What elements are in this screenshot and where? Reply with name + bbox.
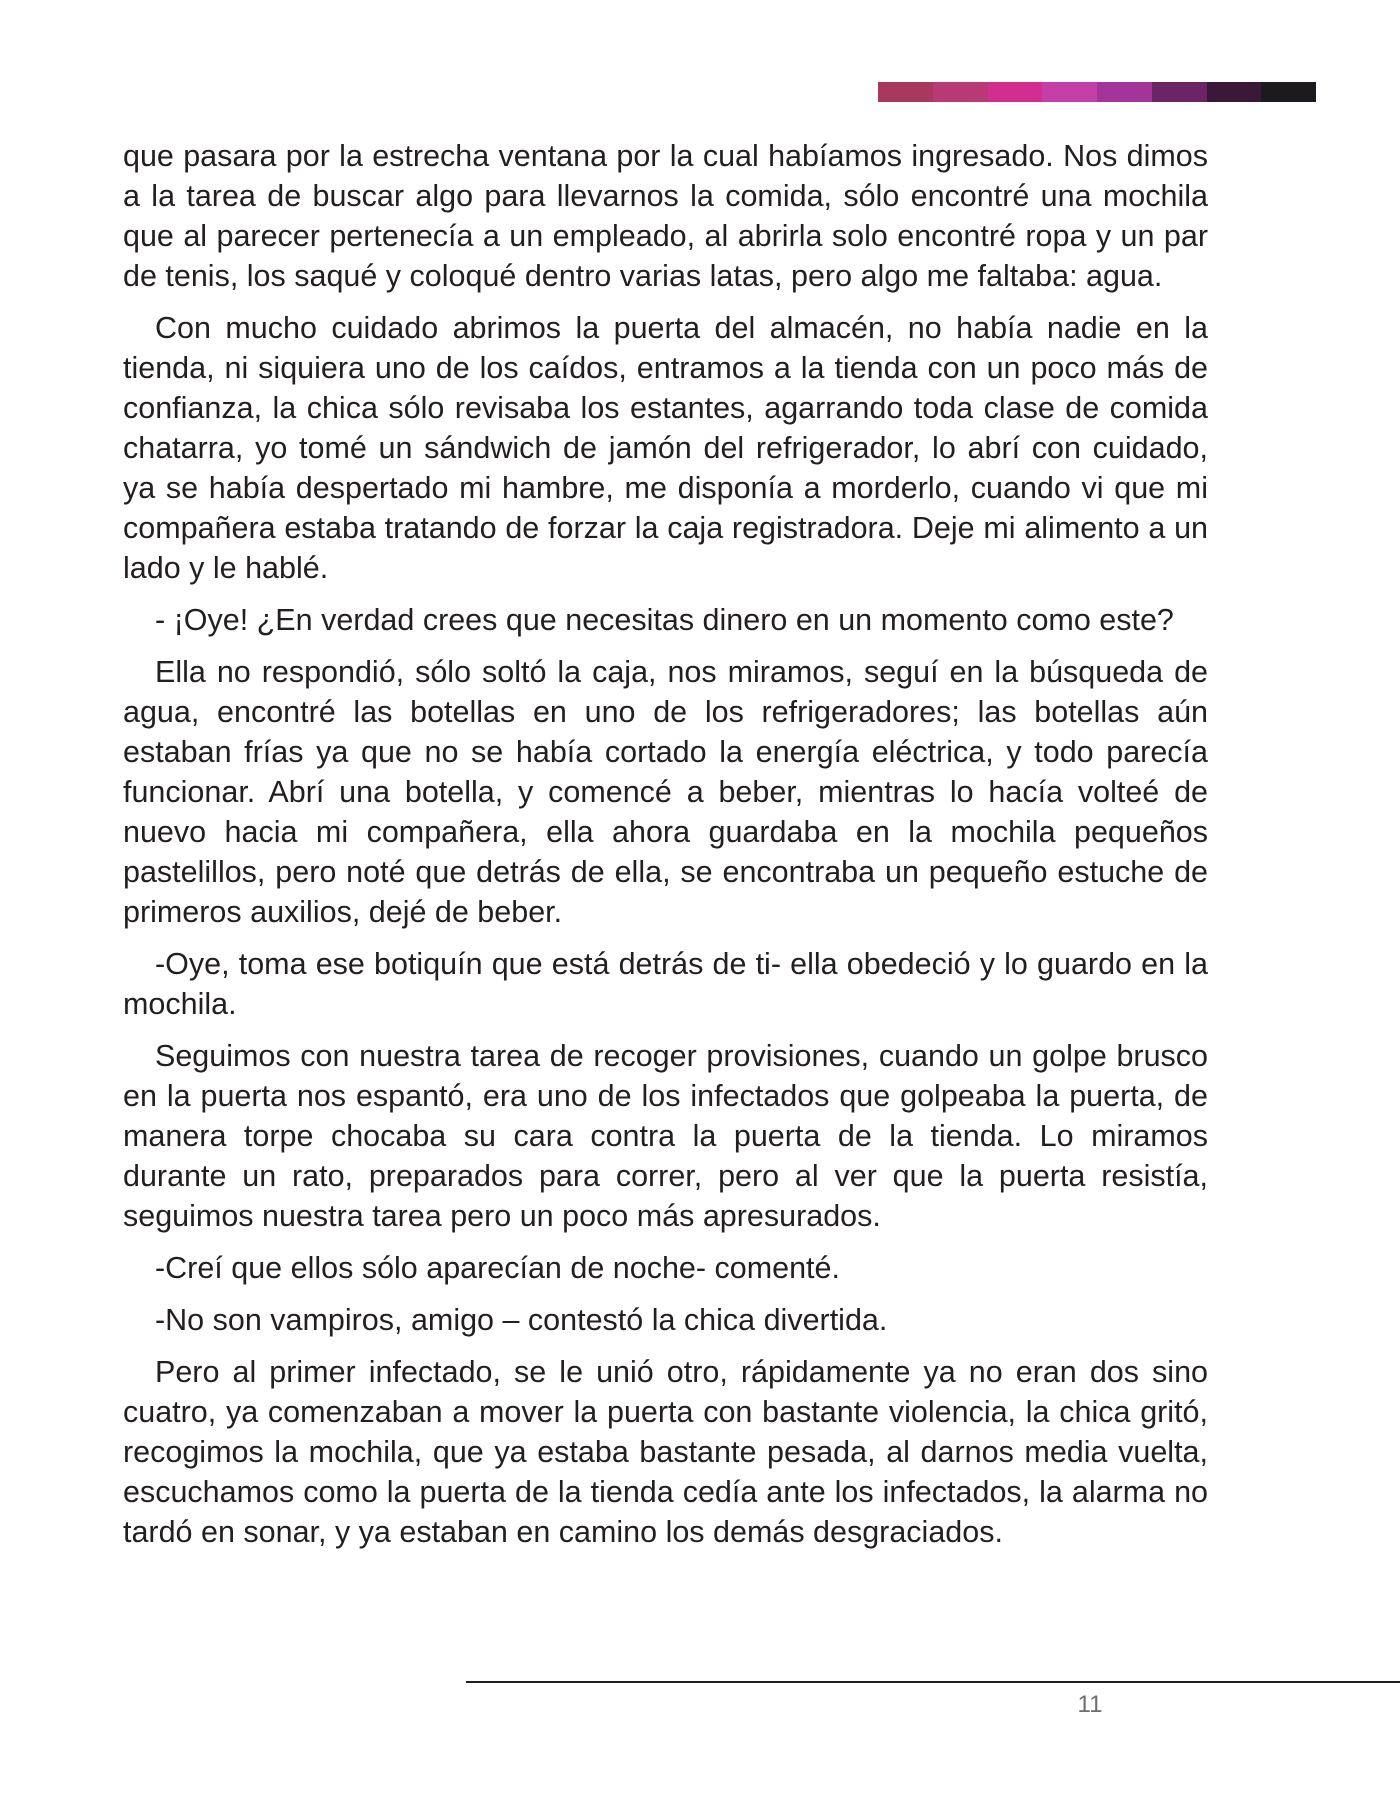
page-number: 11 bbox=[1077, 1691, 1103, 1718]
color-bar-segment bbox=[1042, 82, 1097, 102]
paragraph: Pero al primer infectado, se le unió otro, rápidamente ya no eran dos sino cuatro, ya comenzaban a mover la puerta con bastante violencia, la chica gritó, recogimos la mochila, que ya estaba bastante pesada, al darnos media vuelta, escuchamos como la puerta de la tienda cedía ante los infectados, la alarma no tardó en sonar, y ya estaban en camino los demás desgraciados. bbox=[123, 1355, 1208, 1549]
body-text bbox=[123, 136, 1208, 1564]
paragraph: Ella no respondió, sólo soltó la caja, nos miramos, seguí en la búsqueda de agua, encontré las botellas en uno de los refrigeradores; las botellas aún estaban frías ya que no se había cortado la energía eléctrica, y todo parecía funcionar. Abrí una botella, y comencé a beber, mientras lo hacía volteé de nuevo hacia mi compañera, ella ahora guardaba en la mochila pequeños pastelillos, pero noté que detrás de ella, se encontraba un pequeño estuche de primeros auxilios, dejé de beber. bbox=[123, 655, 1208, 929]
dialogue-line: - ¡Oye! ¿En verdad crees que necesitas dinero en un momento como este? bbox=[155, 603, 1174, 637]
footer-rule bbox=[466, 1681, 1400, 1683]
color-bar-segment bbox=[1261, 82, 1316, 102]
color-bar-segment bbox=[1152, 82, 1207, 102]
dialogue-line: -Creí que ellos sólo aparecían de noche- comenté. bbox=[155, 1251, 840, 1285]
color-bar-segment bbox=[878, 82, 933, 102]
dialogue-line: -No son vampiros, amigo – contestó la chica divertida. bbox=[155, 1303, 888, 1337]
paragraph: Seguimos con nuestra tarea de recoger provisiones, cuando un golpe brusco en la puerta nos espantó, era uno de los infectados que golpeaba la puerta, de manera torpe chocaba su cara contra la puerta de la tienda. Lo miramos durante un rato, preparados para correr, pero al ver que la puerta resistía, seguimos nuestra tarea pero un poco más apresurados. bbox=[123, 1039, 1208, 1233]
dialogue-line: -Oye, toma ese botiquín que está detrás de ti- ella obedeció y lo guardo en la mochila. bbox=[123, 947, 1208, 1021]
color-bar-segment bbox=[988, 82, 1043, 102]
color-bar-segment bbox=[1207, 82, 1262, 102]
paragraph: que pasara por la estrecha ventana por la cual habíamos ingresado. Nos dimos a la tarea de buscar algo para llevarnos la comida, sólo encontré una mochila que al parecer pertenecía a un empleado, al abrirla solo encontré ropa y un par de tenis, los saqué y coloqué dentro varias latas, pero algo me faltaba: agua. bbox=[123, 139, 1208, 293]
header-color-bar bbox=[878, 82, 1316, 102]
color-bar-segment bbox=[933, 82, 988, 102]
color-bar-segment bbox=[1097, 82, 1152, 102]
paragraph: Con mucho cuidado abrimos la puerta del almacén, no había nadie en la tienda, ni siquiera uno de los caídos, entramos a la tienda con un poco más de confianza, la chica sólo revisaba los estantes, agarrando toda clase de comida chatarra, yo tomé un sándwich de jamón del refrigerador, lo abrí con cuidado, ya se había despertado mi hambre, me disponía a morderlo, cuando vi que mi compañera estaba tratando de forzar la caja registradora. Deje mi alimento a un lado y le hablé. bbox=[123, 311, 1208, 585]
